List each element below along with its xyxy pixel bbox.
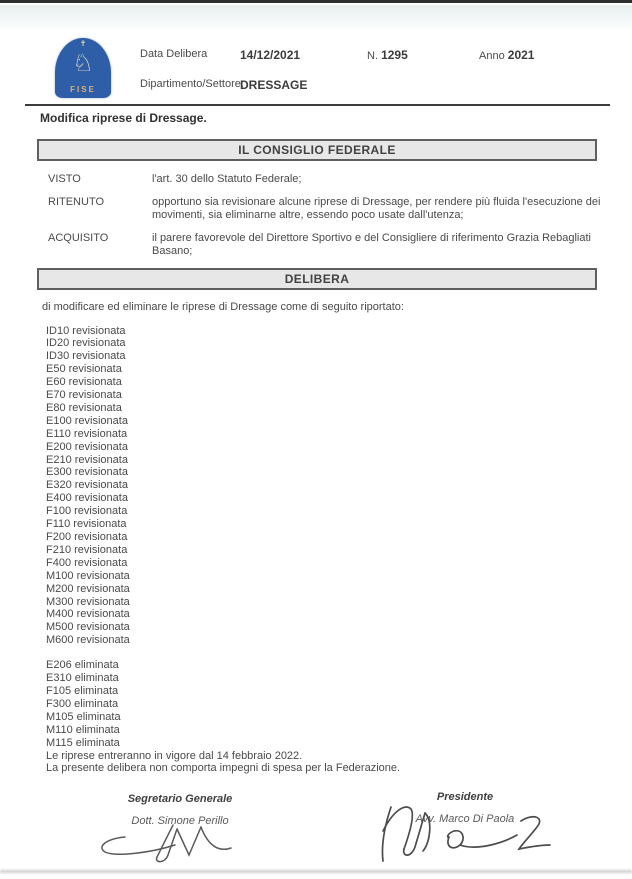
premessa-text: l'art. 30 dello Statuto Federale; (152, 173, 302, 185)
list-item: M200 revisionata (46, 582, 130, 595)
riprese-revisionate-list (46, 325, 632, 648)
list-item: F300 eliminata (46, 697, 119, 710)
fise-logo-text: FISE (70, 85, 96, 94)
banner-delibera: DELIBERA (37, 268, 597, 290)
anno-field (479, 48, 534, 62)
scan-artifact-top-bar (0, 0, 632, 3)
list-item: E50 revisionata (46, 363, 122, 376)
list-item: E300 revisionata (46, 466, 128, 479)
list-item: F200 revisionata (46, 531, 128, 543)
list-item: F210 revisionata (46, 543, 128, 556)
list-item: F400 revisionata (46, 556, 128, 569)
delibera-intro: di modificare ed eliminare le riprese di Dressage come di seguito riportato: (42, 300, 404, 313)
list-item: M110 eliminata (46, 723, 120, 736)
anno-value: 2021 (507, 48, 535, 62)
premessa-text: opportuno sia revisionare alcune riprese di Dressage, per rendere più fluida l'esecuzione dei movimenti, sia eliminarne altre, essendo poco usate dall'utenza; (152, 195, 601, 221)
anno-label: Anno (479, 50, 505, 62)
horse-icon: ♘ (72, 50, 94, 77)
premessa-text: il parere favorevole del Direttore Sportivo e del Consigliere di riferimento Grazia Rebagliati Basano; (152, 231, 591, 257)
data-delibera-value: 14/12/2021 (240, 48, 301, 62)
premesse-section (0, 173, 632, 259)
signature-name: Avv. Marco Di Paola (415, 813, 515, 825)
numero-label: N. (367, 50, 378, 62)
fise-logo-shield (55, 38, 111, 98)
list-item: F105 eliminata (46, 684, 119, 697)
signature-role: Segretario Generale (127, 793, 233, 805)
list-item: E210 revisionata (46, 453, 128, 466)
handwritten-signature-presidente (375, 793, 570, 868)
signature-block-presidente (385, 791, 545, 825)
header-divider (25, 104, 610, 106)
list-item: M500 revisionata (46, 621, 130, 634)
list-item: E70 revisionata (46, 389, 122, 402)
list-item: E206 eliminata (46, 659, 119, 672)
premessa-label: ACQUISITO (48, 231, 109, 244)
list-item: La presente delibera non comporta impegni di spesa per la Federazione. (46, 762, 401, 775)
closing-lines (46, 750, 632, 776)
numero-value: 1295 (381, 48, 408, 62)
signature-role: Presidente (436, 791, 494, 803)
list-item: M100 revisionata (46, 569, 130, 582)
scan-artifact-bottom-line (0, 870, 632, 873)
premessa-visto (0, 173, 632, 187)
numero-field (367, 48, 408, 62)
list-item: M115 eliminata (46, 736, 120, 749)
dipartimento-label: Dipartimento/Settore: (140, 78, 244, 90)
premessa-label: VISTO (48, 173, 81, 185)
list-item: Le riprese entreranno in vigore dal 14 febbraio 2022. (46, 749, 303, 762)
cross-icon: ✝ (79, 39, 87, 48)
document-title: Modifica riprese di Dressage. (40, 111, 207, 125)
signature-block-segretario (100, 793, 260, 827)
premessa-label: RITENUTO (48, 195, 105, 208)
data-delibera-label: Data Delibera (140, 48, 208, 60)
list-item: F100 revisionata (46, 505, 128, 518)
list-item: ID10 revisionata (46, 324, 126, 337)
list-item: M300 revisionata (46, 595, 130, 608)
list-item: E60 revisionata (46, 376, 122, 389)
list-item: M400 revisionata (46, 608, 130, 621)
list-item: ID30 revisionata (46, 350, 126, 363)
list-item: ID20 revisionata (46, 337, 126, 350)
list-item: E400 revisionata (46, 492, 128, 505)
list-item: E110 revisionata (46, 427, 128, 440)
banner-consiglio-federale: IL CONSIGLIO FEDERALE (37, 139, 597, 161)
scan-artifact-top-band (0, 5, 632, 29)
fise-logo (55, 38, 113, 104)
list-item: M105 eliminata (46, 710, 121, 723)
document-body (0, 139, 632, 775)
premessa-acquisito (0, 232, 632, 259)
list-item: M600 revisionata (46, 634, 130, 647)
list-item: E310 eliminata (46, 672, 119, 685)
list-item: F110 revisionata (46, 518, 127, 531)
premessa-ritenuto (0, 196, 632, 223)
dipartimento-value: DRESSAGE (240, 78, 308, 92)
riprese-eliminate-list (46, 659, 632, 749)
signature-name: Dott. Simone Perillo (131, 815, 229, 827)
list-item: E200 revisionata (46, 440, 128, 453)
list-item: E80 revisionata (46, 401, 122, 414)
list-item: E100 revisionata (46, 414, 128, 427)
list-item: E320 revisionata (46, 479, 128, 492)
